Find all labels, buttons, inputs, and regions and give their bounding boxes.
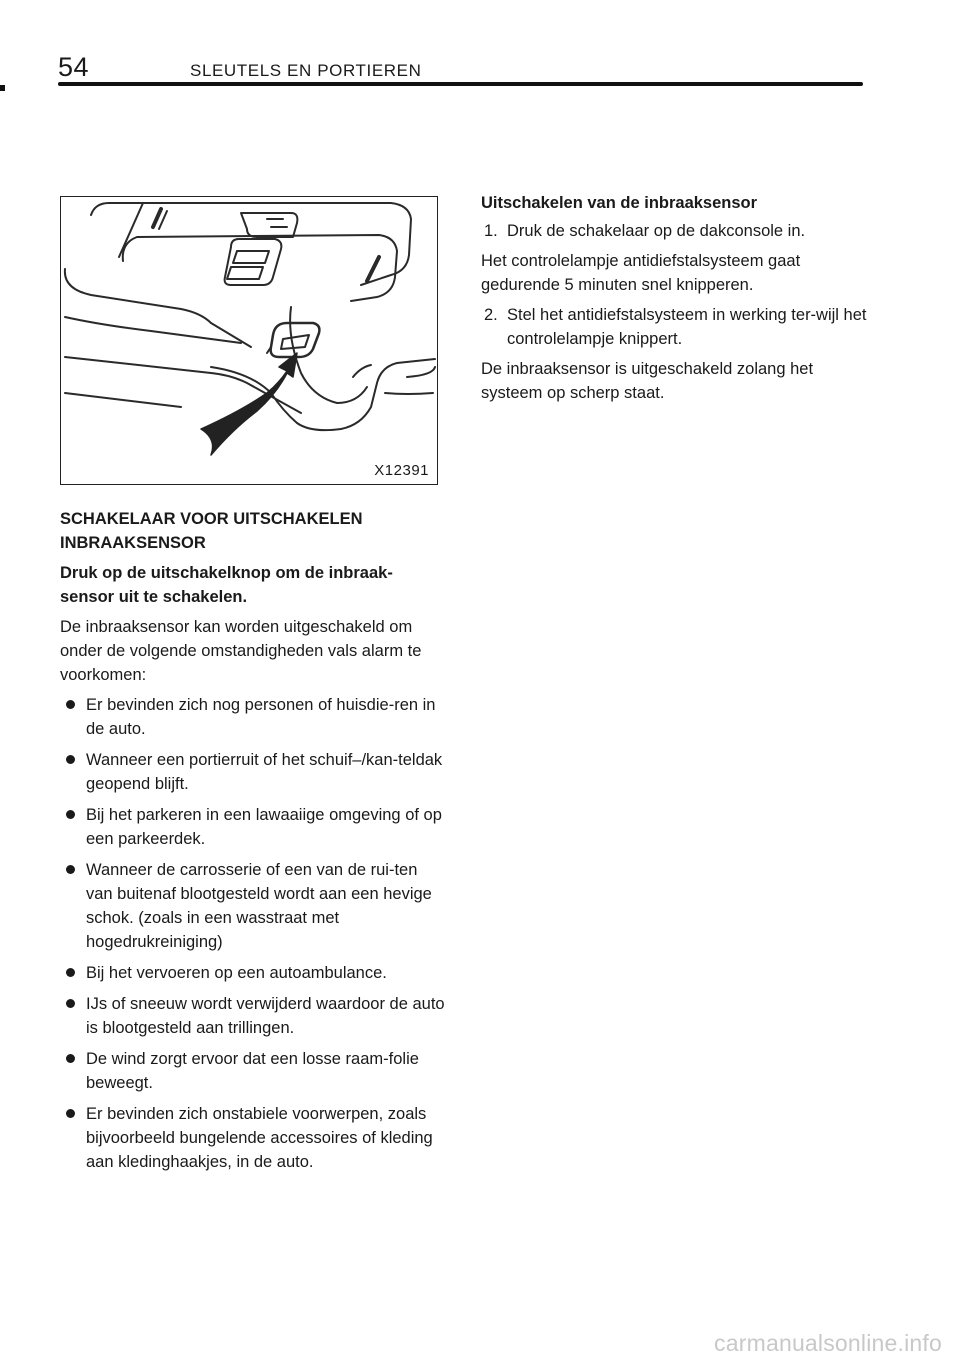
instruction-text: Druk op de uitschakelknop om de inbraak-sensor uit te schakelen.	[60, 564, 393, 606]
list-item-text: Bij het vervoeren op een autoambulance.	[86, 964, 387, 982]
indicator-text: Het controlelampje antidiefstalsysteem gaat gedurende 5 minuten snel knipperen.	[481, 252, 801, 294]
bullet-icon	[66, 968, 75, 977]
procedure-heading: Uitschakelen van de inbraaksensor	[481, 194, 758, 212]
roof-console-figure	[60, 196, 438, 485]
list-item-text: Wanneer een portierruit of het schuif–/kan-teldak geopend blijft.	[86, 751, 443, 793]
list-item	[60, 803, 445, 851]
step-item	[481, 219, 871, 243]
conditions-list	[60, 693, 445, 1174]
bullet-icon	[66, 755, 75, 764]
step-list	[481, 219, 871, 243]
list-item-text: Bij het parkeren in een lawaaiige omgeving of op een parkeerdek.	[86, 806, 442, 848]
bullet-icon	[66, 1054, 75, 1063]
section-heading: SCHAKELAAR VOOR UITSCHAKELEN INBRAAKSENSOR	[60, 510, 363, 552]
left-column	[60, 507, 445, 1181]
list-item-text: Wanneer de carrosserie of een van de rui-ten van buitenaf blootgesteld wordt aan een hevige schok. (zoals in een wasstraat met hogedrukreiniging)	[86, 861, 432, 951]
bullet-icon	[66, 1109, 75, 1118]
watermark: carmanualsonline.info	[714, 1330, 942, 1356]
list-item-text: Er bevinden zich nog personen of huisdie-ren in de auto.	[86, 696, 436, 738]
step-number: 1.	[484, 222, 498, 240]
bullet-icon	[66, 700, 75, 709]
list-item	[60, 1047, 445, 1095]
page-header	[0, 0, 960, 100]
step-text: Stel het antidiefstalsysteem in werking ter-wijl het controlelampje knippert.	[507, 306, 867, 348]
bullet-icon	[66, 999, 75, 1008]
list-item	[60, 748, 445, 796]
figure-code: X12391	[374, 462, 429, 479]
section-title: SLEUTELS EN PORTIEREN	[190, 61, 422, 80]
bullet-icon	[66, 865, 75, 874]
list-item	[60, 693, 445, 741]
step-item	[481, 303, 871, 351]
list-item-text: IJs of sneeuw wordt verwijderd waardoor de auto is blootgesteld aan trillingen.	[86, 995, 445, 1037]
bullet-icon	[66, 810, 75, 819]
list-item	[60, 992, 445, 1040]
intro-text: De inbraaksensor kan worden uitgeschakeld om onder de volgende omstandigheden vals alarm te voorkomen:	[60, 618, 422, 684]
list-item	[60, 858, 445, 954]
header-rule	[58, 82, 863, 86]
right-column	[481, 191, 871, 411]
step-list	[481, 303, 871, 351]
page-edge-mark	[0, 85, 5, 91]
list-item-text: De wind zorgt ervoor dat een losse raam-folie beweegt.	[86, 1050, 419, 1092]
list-item	[60, 961, 445, 985]
page-number: 54	[58, 52, 90, 82]
list-item-text: Er bevinden zich onstabiele voorwerpen, zoals bijvoorbeeld bungelende accessoires of kleding aan kledinghaakjes, in de auto.	[86, 1105, 433, 1171]
roof-console-illustration-icon	[61, 197, 436, 483]
step-text: Druk de schakelaar op de dakconsole in.	[507, 222, 806, 240]
list-item	[60, 1102, 445, 1174]
status-text: De inbraaksensor is uitgeschakeld zolang het systeem op scherp staat.	[481, 360, 814, 402]
step-number: 2.	[484, 306, 498, 324]
